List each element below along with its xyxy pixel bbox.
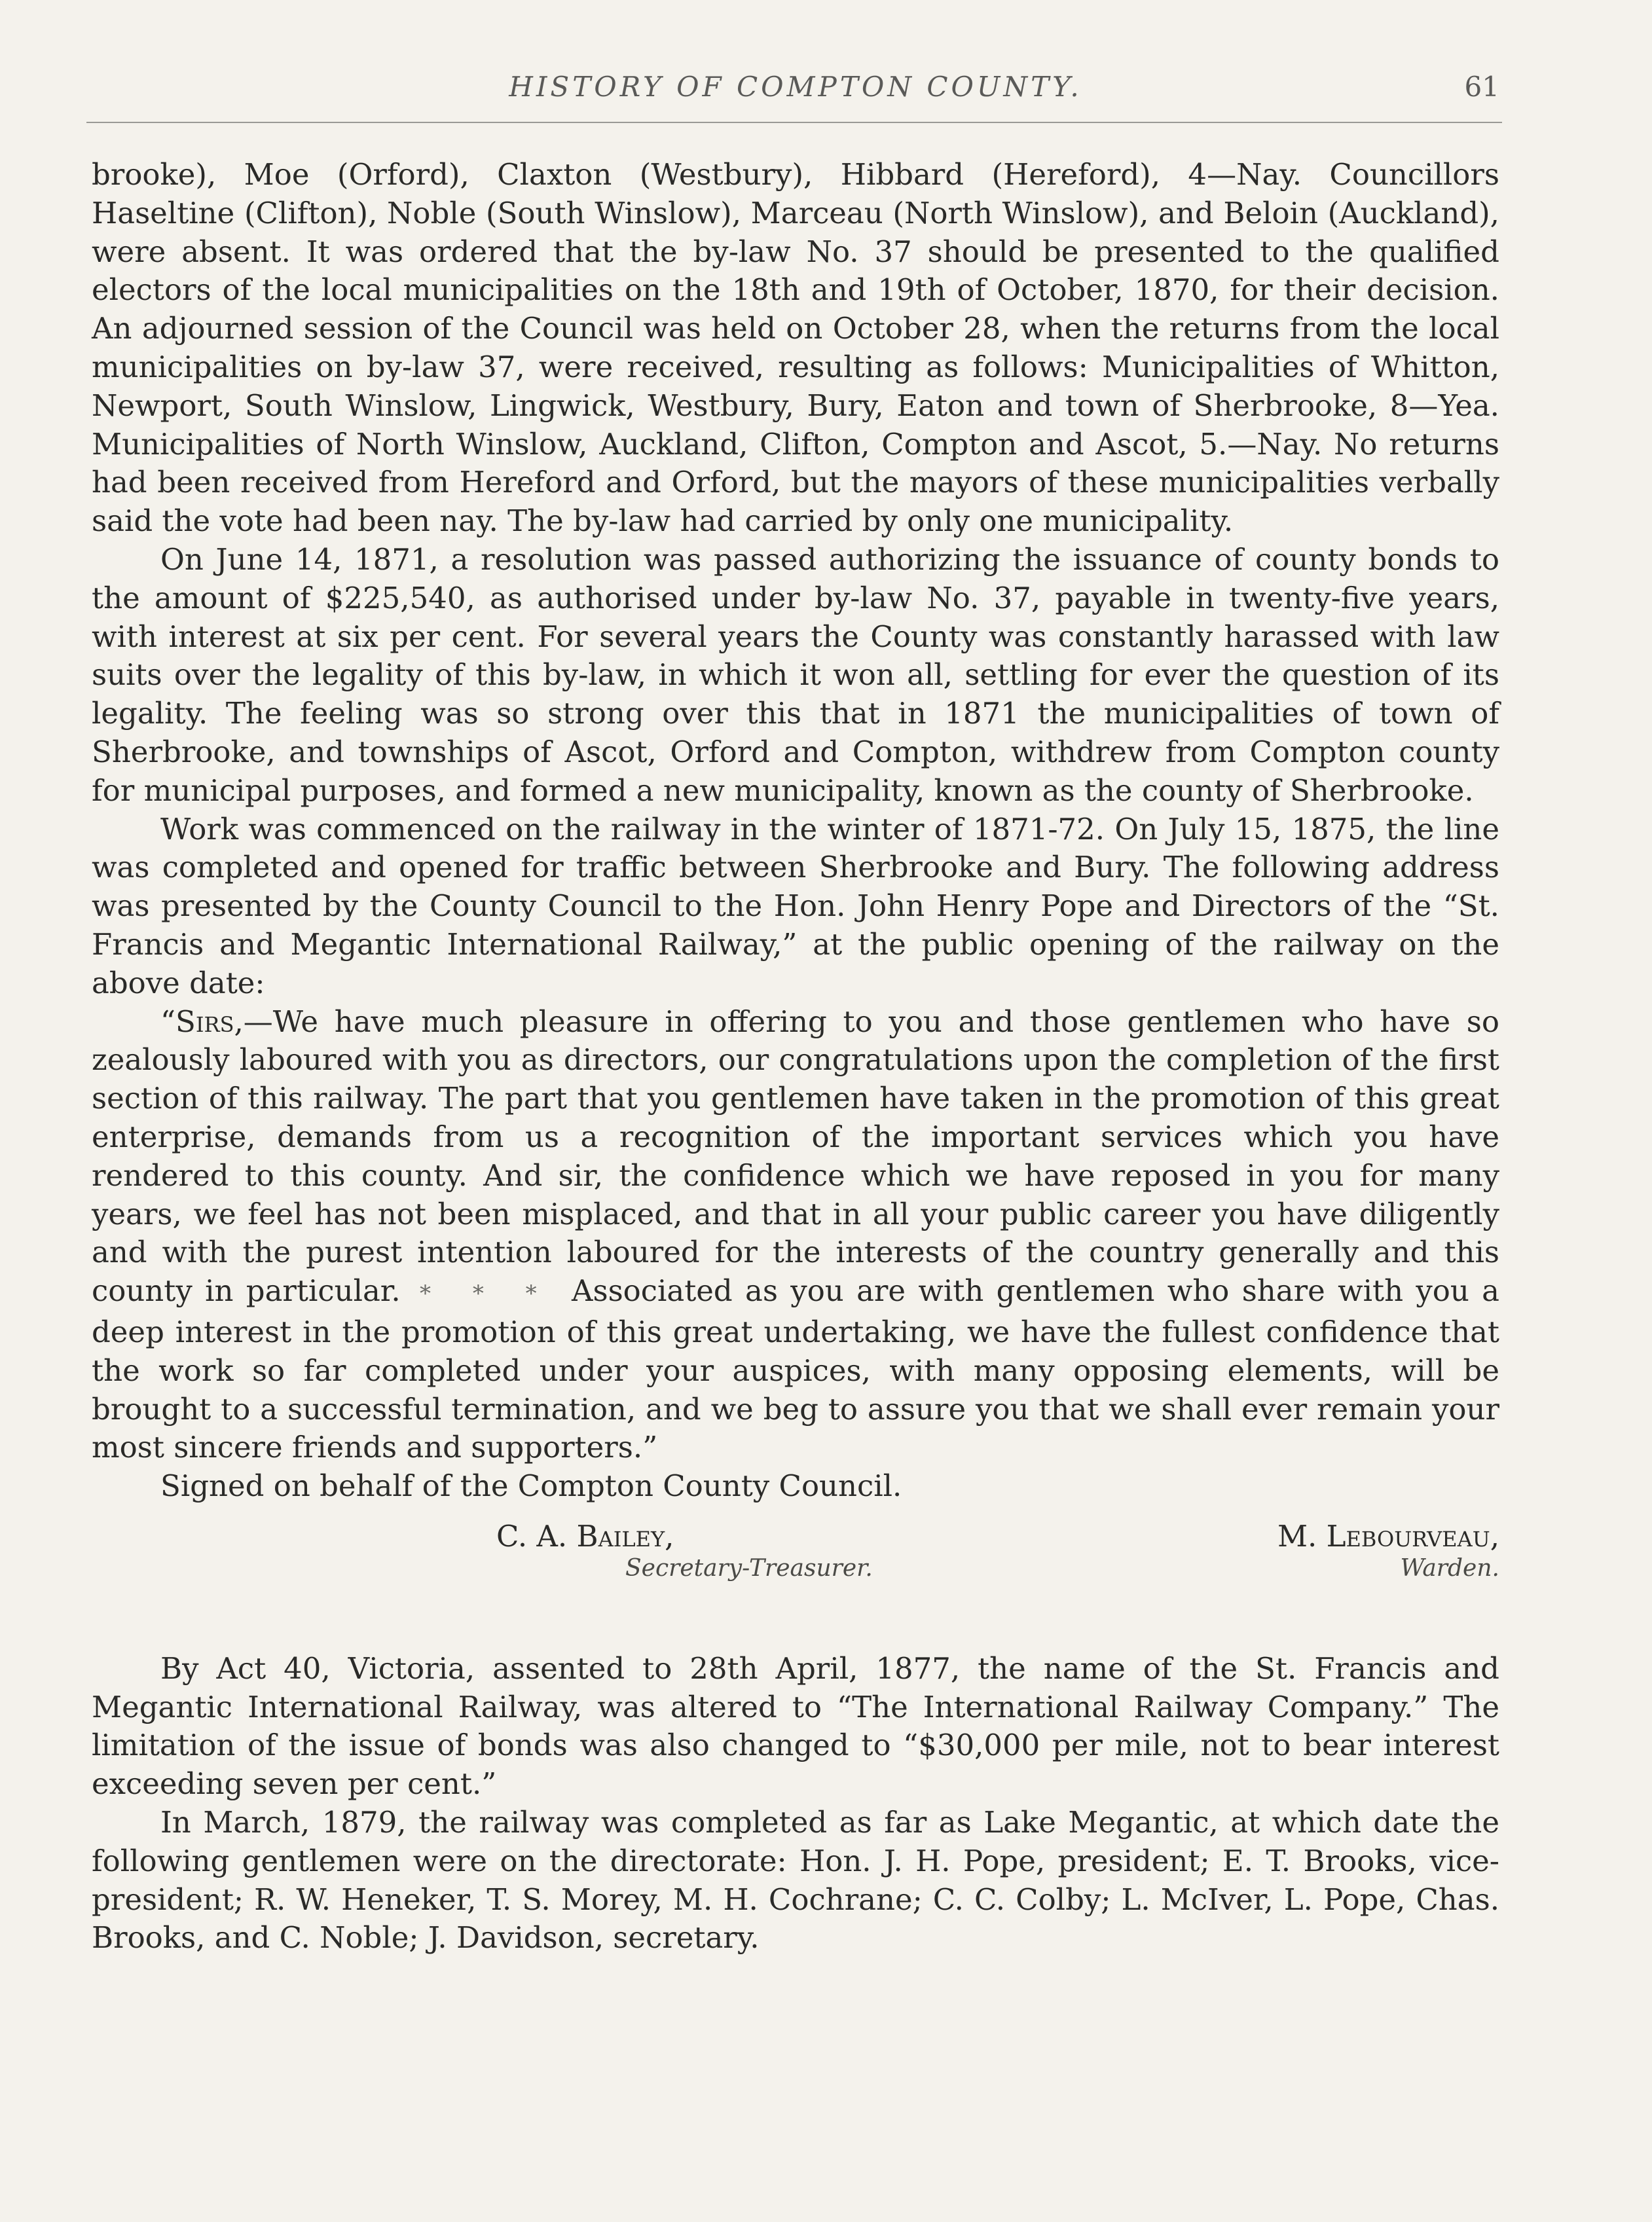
ellipsis-stars: * * *	[420, 1281, 553, 1307]
address-text-part-1: ,—We have much pleasure in offering to you and those gentlemen who have so zealously laboured with you as directors, our congratulations upon the completion of the first section of this railway. The part that you gentlemen have taken in the promotion of this great enterprise, demands from us a recognition of the important services which you have rendered to this county. And sir, the confidence which we have reposed in you for many years, we feel has not been misplaced, and that in all your public career you have diligently and with the purest intention laboured for the interests of the country generally and this county in particular.	[92, 1004, 1499, 1309]
page-number: 61	[1464, 71, 1499, 103]
paragraph-continuation: brooke), Moe (Orford), Claxton (Westbury), Hibbard (Hereford), 4—Nay. Councillors Haseltine (Clifton), Noble (South Winslow), Marceau (North Winslow), and Beloin (Auckland), were absent. It was ordered that the by-law No. 37 should be presented to the qualified electors of the local municipalities on the 18th and 19th of October, 1870, for their decision. An adjourned session of the Council was held on October 28, when the returns from the local municipalities on by-law 37, were received, resulting as follows: Municipalities of Whitton, Newport, South Winslow, Lingwick, Westbury, Bury, Eaton and town of Sherbrooke, 8—Yea. Municipalities of North Winslow, Auckland, Clifton, Compton and Ascot, 5.—Nay. No returns had been received from Hereford and Orford, but the mayors of these municipalities verbally said the vote had been nay. The by-law had carried by only one municipality.	[92, 157, 1499, 539]
signature-comma-bailey: ,	[665, 1518, 674, 1554]
running-header	[92, 71, 1499, 117]
paragraph-directorate: In March, 1879, the railway was completed as far as Lake Megantic, at which date the following gentlemen were on the directorate: Hon. J. H. Pope, president; E. T. Brooks, vice-president; R. W. Heneker, T. S. Morey, M. H. Cochrane; C. C. Colby; L. McIver, L. Pope, Chas. Brooks, and C. Noble; J. Davidson, secretary.	[92, 1805, 1499, 1956]
signature-title-secretary: Secretary-Treasurer.	[625, 1554, 873, 1582]
paragraph-signed: Signed on behalf of the Compton County Council.	[160, 1468, 902, 1504]
paragraph-act-40: By Act 40, Victoria, assented to 28th April, 1877, the name of the St. Francis and Megantic International Railway, was altered to “The International Railway Company.” The limitation of the issue of bonds was also changed to “$30,000 per mile, not to bear interest exceeding seven per cent.”	[92, 1650, 1499, 1802]
body-text	[92, 156, 1499, 1958]
signature-initials-lebourveau: M.	[1277, 1518, 1327, 1554]
running-title: HISTORY OF COMPTON COUNTY.	[509, 71, 1082, 103]
signature-surname-lebourveau: Lebourveau	[1326, 1518, 1490, 1554]
signature-name-lebourveau	[1159, 1518, 1499, 1556]
signature-title-warden: Warden.	[1400, 1554, 1499, 1582]
signature-warden	[1159, 1518, 1499, 1582]
paragraph-railway-work: Work was commenced on the railway in the winter of 1871-72. On July 15, 1875, the line was completed and opened for traffic between Sherbrooke and Bury. The following address was presented by the County Council to the Hon. John Henry Pope and Directors of the “St. Francis and Megantic International Railway,” at the public opening of the railway on the above date:	[92, 811, 1499, 1000]
signature-initials-bailey: C. A.	[496, 1518, 577, 1554]
salutation-sirs: Sirs	[175, 1004, 234, 1039]
section-gap	[92, 1596, 1499, 1650]
address-text-part-2: Associated as you are with gentlemen who share with you a deep interest in the promotion of this great undertaking, we have the fullest confidence that the work so far completed under your auspices, with many opposing elements, will be brought to a successful termination, and we beg to assure you that we shall ever remain your most sincere friends and supporters.”	[92, 1273, 1500, 1465]
paragraph-address-quote	[92, 1003, 1499, 1468]
quote-open: “	[160, 1004, 176, 1039]
signature-surname-bailey: Bailey	[576, 1518, 665, 1554]
signature-name-bailey	[485, 1518, 904, 1556]
signature-comma-lebourveau: ,	[1490, 1518, 1499, 1554]
signature-secretary	[485, 1518, 904, 1582]
header-rule	[86, 122, 1502, 123]
paragraph-county-bonds: On June 14, 1871, a resolution was passed authorizing the issuance of county bonds to the amount of $225,540, as authorised under by-law No. 37, payable in twenty-five years, with interest at six per cent. For several years the County was constantly harassed with law suits over the legality of this by-law, in which it won all, settling for ever the question of its legality. The feeling was so strong over this that in 1871 the municipalities of town of Sherbrooke, and townships of Ascot, Orford and Compton, withdrew from Compton county for municipal purposes, and formed a new municipality, known as the county of Sherbrooke.	[92, 541, 1499, 808]
signature-block	[92, 1518, 1499, 1596]
